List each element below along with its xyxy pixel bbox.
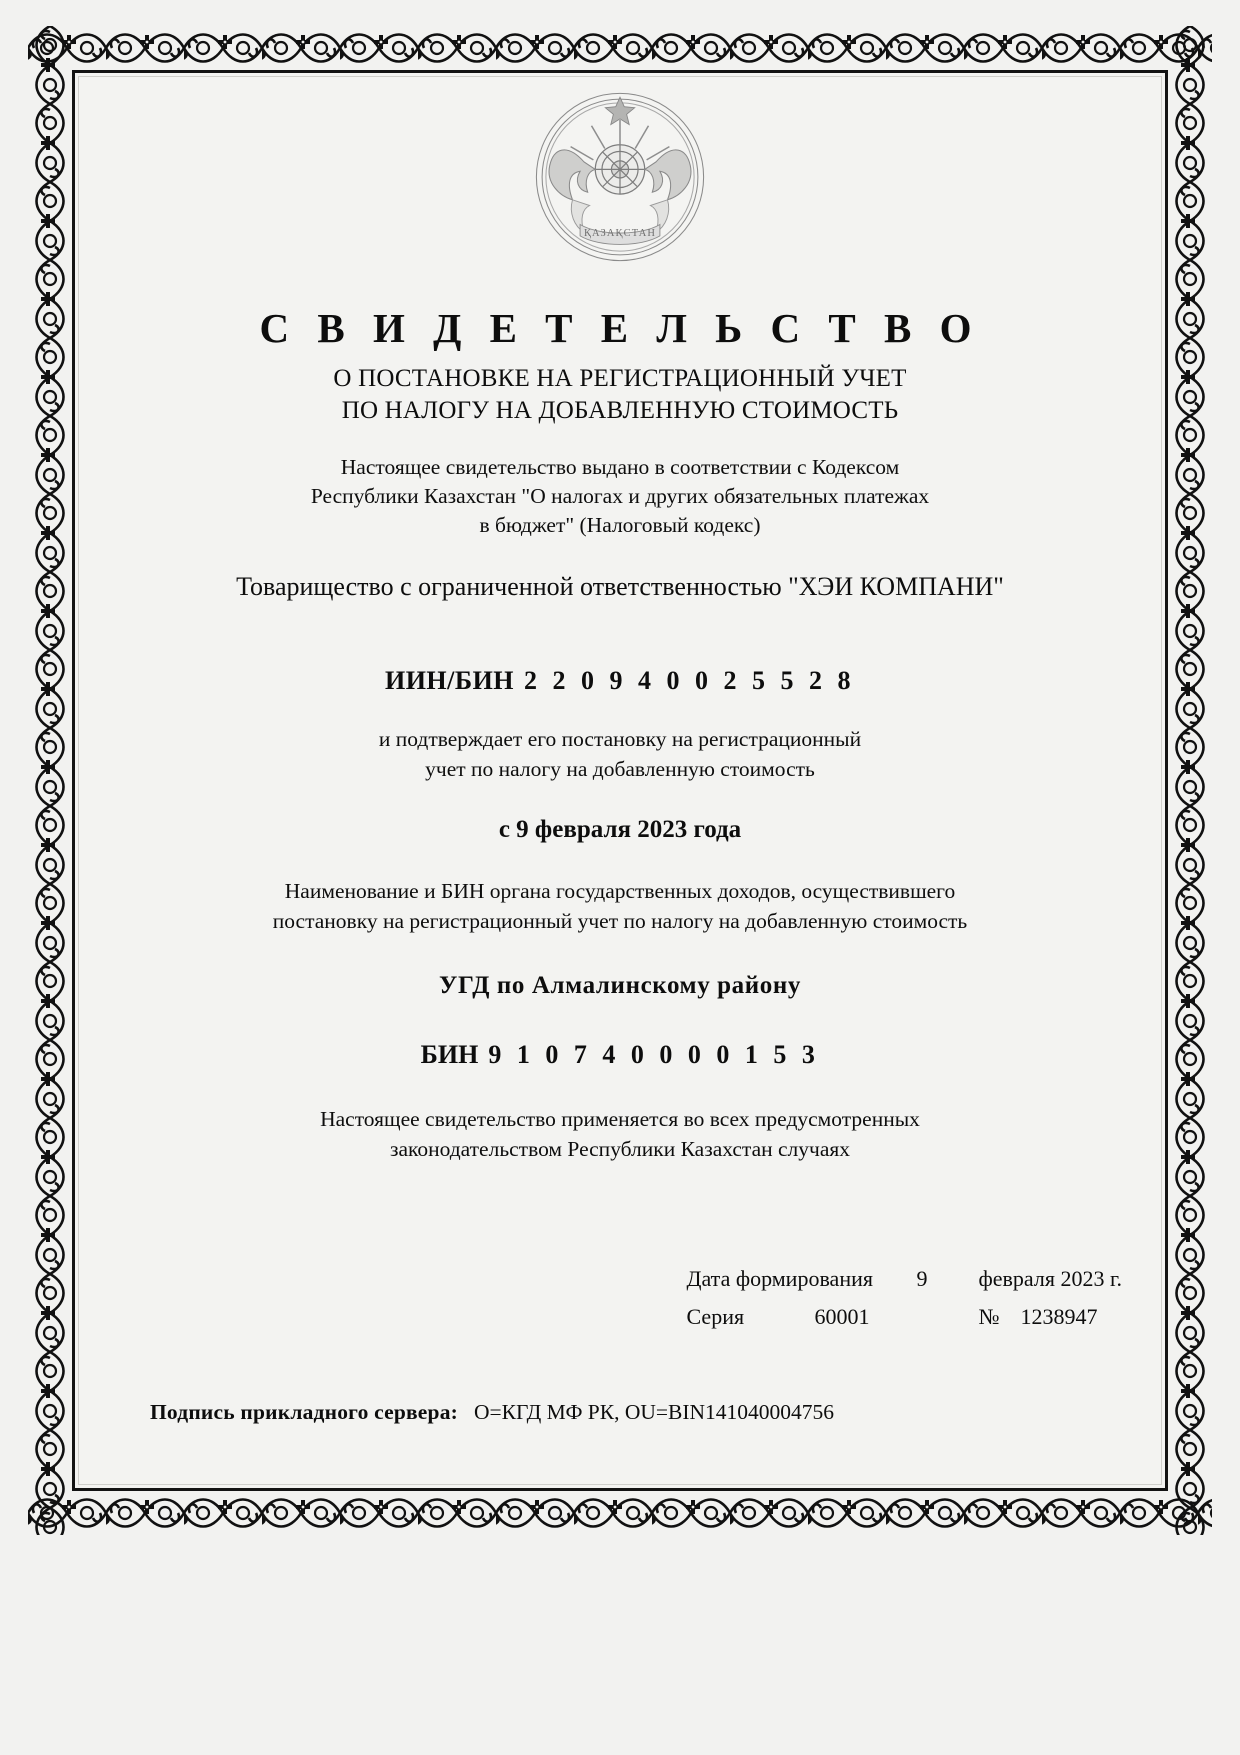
svg-text:ҚАЗАҚСТАН: ҚАЗАҚСТАН — [583, 227, 657, 239]
confirm-line-1: и подтверждает его постановку на регистрационный — [378, 726, 862, 751]
footer-paragraph — [86, 1104, 1154, 1164]
footer-line-1: Настоящее свидетельство применяется во всех предусмотренных — [320, 1107, 920, 1132]
series-label: Серия — [686, 1304, 745, 1329]
taxpayer-bin-label: ИИН/БИН — [384, 665, 515, 695]
issued-line-1: Настоящее свидетельство выдано в соответствии с Кодексом — [340, 455, 900, 480]
page-title: С В И Д Е Т Е Л Ь С Т В О — [259, 305, 981, 351]
authority-bin-value: 9 1 0 7 4 0 0 0 0 1 5 3 — [488, 1040, 820, 1070]
generation-date-label: Дата формирования — [686, 1266, 873, 1291]
border-bottom — [28, 1491, 1212, 1535]
authority-bin — [86, 1040, 1154, 1070]
taxpayer-bin — [86, 666, 1154, 696]
border-top — [28, 26, 1212, 70]
footer-line-2: законодательством Республики Казахстан случаях — [389, 1137, 851, 1162]
effective-date: с 9 февраля 2023 года — [498, 816, 742, 844]
number-value: 1238947 — [1020, 1304, 1098, 1329]
issued-line-2: Республики Казахстан "О налогах и других обязательных платежах — [310, 484, 930, 509]
series-number-row — [686, 1306, 1122, 1328]
issued-line-3: в бюджет" (Налоговый кодекс) — [479, 513, 761, 538]
authority-name: УГД по Алмалинскому району — [439, 972, 801, 1000]
certificate-content — [86, 82, 1154, 1165]
generation-day: 9 — [916, 1266, 928, 1291]
organization-name: Товарищество с ограниченной ответственностью "ХЭИ КОМПАНИ" — [236, 572, 1004, 602]
issued-paragraph — [86, 453, 1154, 540]
confirmation-paragraph — [86, 724, 1154, 784]
authority-intro-line-1: Наименование и БИН органа государственных доходов, осуществившего — [284, 879, 956, 904]
signature-label: Подпись прикладного сервера: — [150, 1400, 459, 1424]
kazakhstan-coat-of-arms-icon — [525, 82, 715, 272]
authority-intro-paragraph — [86, 876, 1154, 936]
subtitle — [86, 363, 1154, 427]
taxpayer-bin-value: 2 2 0 9 4 0 0 2 5 5 2 8 — [524, 665, 856, 695]
subtitle-line-2: ПО НАЛОГУ НА ДОБАВЛЕННУЮ СТОИМОСТЬ — [341, 397, 899, 425]
signature-value: O=КГД МФ РК, OU=BIN141040004756 — [474, 1400, 835, 1424]
series-value: 60001 — [814, 1304, 870, 1329]
subtitle-line-1: О ПОСТАНОВКЕ НА РЕГИСТРАЦИОННЫЙ УЧЕТ — [333, 365, 907, 393]
generation-month-year: февраля 2023 г. — [978, 1266, 1122, 1291]
generation-date-row — [686, 1268, 1122, 1290]
confirm-line-2: учет по налогу на добавленную стоимость — [425, 757, 815, 782]
border-right — [1168, 26, 1212, 1535]
document-meta — [686, 1268, 1122, 1344]
authority-intro-line-2: постановку на регистрационный учет по налогу на добавленную стоимость — [272, 909, 968, 934]
authority-bin-label: БИН — [420, 1040, 479, 1070]
server-signature — [150, 1400, 834, 1425]
border-left — [28, 26, 72, 1535]
number-symbol: № — [978, 1304, 1000, 1329]
